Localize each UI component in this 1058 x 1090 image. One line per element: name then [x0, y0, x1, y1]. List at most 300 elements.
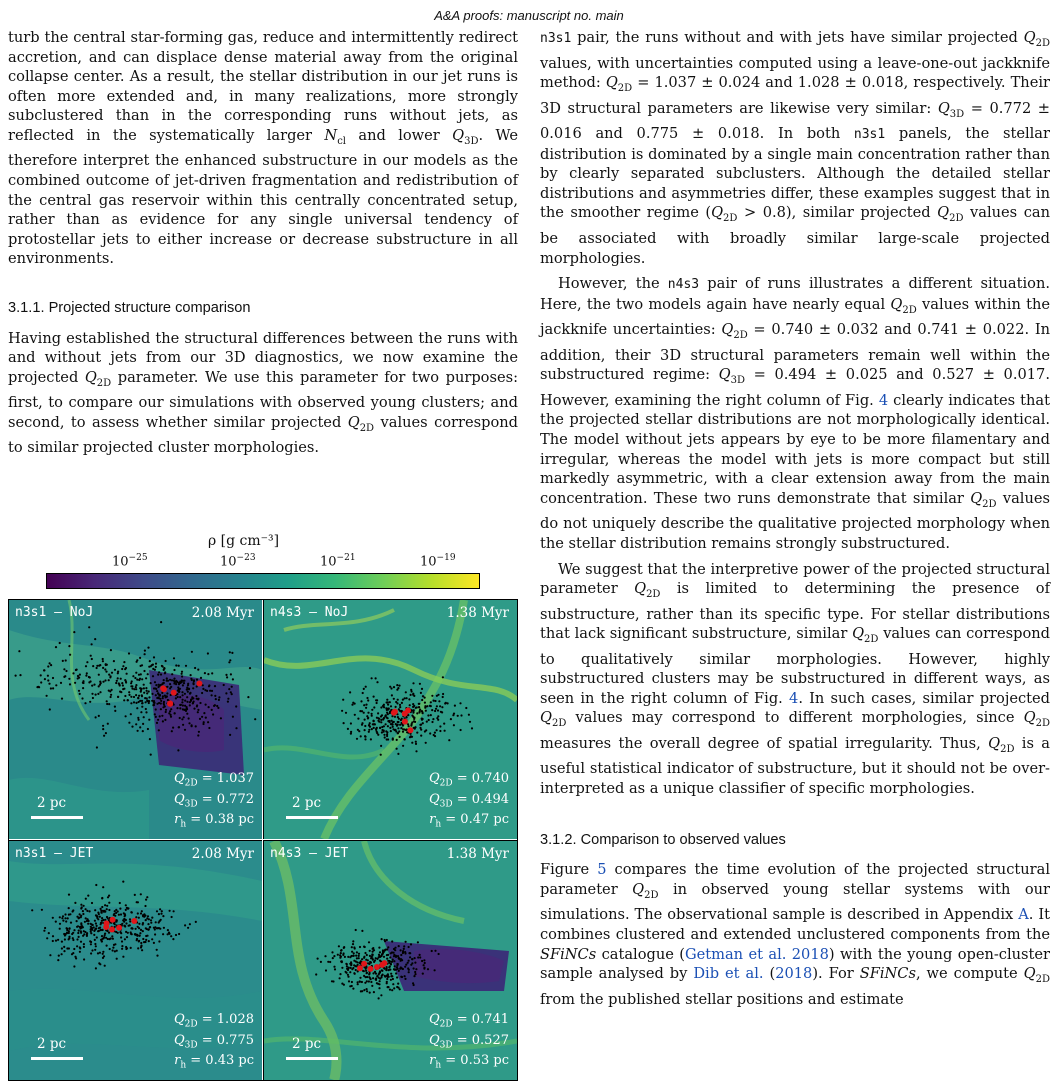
star-point [349, 971, 351, 973]
star-point [66, 927, 68, 929]
star-point [84, 702, 86, 704]
star-point [361, 724, 363, 726]
star-point [405, 964, 407, 966]
star-point [146, 690, 148, 692]
star-point [73, 965, 75, 967]
star-point [120, 691, 122, 693]
star-point [367, 699, 369, 701]
star-point [415, 750, 417, 752]
star-point [358, 730, 360, 732]
star-point [382, 705, 384, 707]
star-point [351, 981, 353, 983]
star-point [372, 948, 374, 950]
star-point [79, 693, 81, 695]
star-point [364, 719, 366, 721]
star-point [411, 690, 413, 692]
star-point [65, 659, 67, 661]
panel-n4s3-jet [263, 840, 517, 1080]
star-point [357, 983, 359, 985]
star-point [147, 647, 149, 649]
star-point [388, 962, 390, 964]
star-point [85, 665, 87, 667]
star-point [119, 902, 121, 904]
star-point [120, 932, 122, 934]
star-point [397, 699, 399, 701]
star-point [146, 896, 148, 898]
star-point [146, 935, 148, 937]
star-point [414, 726, 416, 728]
star-point [69, 927, 71, 929]
star-point [46, 937, 48, 939]
star-point [354, 714, 356, 716]
star-point [398, 685, 400, 687]
star-point [145, 677, 147, 679]
star-point [419, 956, 421, 958]
star-point [438, 953, 440, 955]
star-point [104, 910, 106, 912]
star-point [108, 932, 110, 934]
star-point [380, 706, 382, 708]
star-point [395, 956, 397, 958]
star-point [358, 953, 360, 955]
star-point [179, 682, 181, 684]
star-point [153, 702, 155, 704]
star-point [325, 969, 327, 971]
star-point [144, 941, 146, 943]
star-point [365, 970, 367, 972]
star-point [82, 910, 84, 912]
star-point [402, 724, 404, 726]
star-point [68, 936, 70, 938]
star-point [167, 929, 169, 931]
star-point [162, 695, 164, 697]
star-point [469, 721, 471, 723]
star-point [138, 917, 140, 919]
star-point [160, 673, 162, 675]
star-point [349, 985, 351, 987]
star-point [110, 694, 112, 696]
star-point [107, 723, 109, 725]
star-point [43, 930, 45, 932]
star-point [175, 934, 177, 936]
star-point [354, 703, 356, 705]
star-point [164, 672, 166, 674]
star-point [381, 729, 383, 731]
star-point [114, 669, 116, 671]
star-point [102, 953, 104, 955]
star-point [103, 735, 105, 737]
star-point [94, 943, 96, 945]
star-point [100, 911, 102, 913]
star-point [401, 959, 403, 961]
star-point [96, 917, 98, 919]
star-point [128, 925, 130, 927]
star-point [93, 684, 95, 686]
star-point [376, 699, 378, 701]
star-point [358, 955, 360, 957]
star-point [90, 923, 92, 925]
star-point [47, 679, 49, 681]
star-point [327, 961, 329, 963]
star-point [400, 954, 402, 956]
star-point [368, 973, 370, 975]
star-point [413, 975, 415, 977]
star-point [363, 704, 365, 706]
star-point [198, 731, 200, 733]
star-point [104, 934, 106, 936]
star-point [155, 684, 157, 686]
star-point [141, 706, 143, 708]
star-point [19, 674, 21, 676]
star-point [159, 715, 161, 717]
star-point [70, 922, 72, 924]
massive-star-point [116, 925, 122, 931]
star-point [450, 718, 452, 720]
star-point [356, 738, 358, 740]
star-point [191, 725, 193, 727]
star-point [423, 964, 425, 966]
star-point [388, 966, 390, 968]
star-point [333, 966, 335, 968]
star-point [167, 680, 169, 682]
massive-star-point [104, 920, 110, 926]
star-point [158, 940, 160, 942]
star-point [130, 696, 132, 698]
star-point [376, 727, 378, 729]
star-point [208, 685, 210, 687]
star-point [179, 707, 181, 709]
star-point [76, 920, 78, 922]
star-point [125, 948, 127, 950]
star-point [355, 955, 357, 957]
star-point [376, 732, 378, 734]
star-point [201, 716, 203, 718]
star-point [104, 668, 106, 670]
star-point [63, 933, 65, 935]
star-point [385, 730, 387, 732]
star-point [151, 700, 153, 702]
star-point [181, 718, 183, 720]
star-point [142, 723, 144, 725]
star-point [95, 967, 97, 969]
star-point [441, 706, 443, 708]
star-point [111, 689, 113, 691]
star-point [387, 946, 389, 948]
star-point [409, 704, 411, 706]
scale-bar [286, 816, 338, 819]
star-point [385, 969, 387, 971]
star-point [94, 909, 96, 911]
star-point [419, 710, 421, 712]
star-point [184, 700, 186, 702]
massive-star-point [131, 918, 137, 924]
star-point [386, 974, 388, 976]
star-point [128, 652, 130, 654]
star-point [437, 694, 439, 696]
star-point [381, 953, 383, 955]
star-point [383, 956, 385, 958]
star-point [414, 971, 416, 973]
star-point [69, 654, 71, 656]
star-point [229, 651, 231, 653]
star-point [59, 923, 61, 925]
star-point [340, 960, 342, 962]
star-point [352, 955, 354, 957]
star-point [80, 941, 82, 943]
star-point [193, 708, 195, 710]
star-point [355, 929, 357, 931]
star-point [155, 666, 157, 668]
star-point [176, 707, 178, 709]
star-point [247, 696, 249, 698]
star-point [367, 717, 369, 719]
star-point [371, 715, 373, 717]
star-point [143, 684, 145, 686]
star-point [89, 940, 91, 942]
star-point [140, 929, 142, 931]
star-point [86, 934, 88, 936]
star-point [74, 902, 76, 904]
star-point [175, 697, 177, 699]
star-point [416, 732, 418, 734]
star-point [95, 922, 97, 924]
star-point [415, 743, 417, 745]
star-point [370, 981, 372, 983]
getman-2018-link[interactable]: Getman et al. 2018 [684, 945, 829, 963]
figure-4 [8, 533, 518, 1081]
panel-time: 2.08 Myr [191, 605, 254, 621]
star-point [201, 692, 203, 694]
star-point [379, 980, 381, 982]
star-point [380, 721, 382, 723]
star-point [372, 977, 374, 979]
star-point [397, 955, 399, 957]
star-point [98, 674, 100, 676]
section-heading-3-1-1: 3.1.1. Projected structure comparison [8, 300, 251, 317]
star-point [444, 702, 446, 704]
star-point [397, 724, 399, 726]
star-point [84, 921, 86, 923]
star-point [143, 716, 145, 718]
star-point [340, 950, 342, 952]
star-point [98, 913, 100, 915]
star-point [442, 693, 444, 695]
star-point [114, 950, 116, 952]
star-point [68, 678, 70, 680]
star-point [93, 926, 95, 928]
star-point [152, 675, 154, 677]
star-point [130, 933, 132, 935]
star-point [390, 963, 392, 965]
star-point [422, 973, 424, 975]
star-point [381, 938, 383, 940]
star-point [141, 664, 143, 666]
star-point [339, 977, 341, 979]
star-point [197, 734, 199, 736]
star-point [419, 954, 421, 956]
star-point [379, 727, 381, 729]
star-point [114, 710, 116, 712]
star-point [342, 954, 344, 956]
star-point [15, 675, 17, 677]
star-point [397, 732, 399, 734]
star-point [436, 705, 438, 707]
star-point [151, 693, 153, 695]
star-point [396, 684, 398, 686]
scale-bar [31, 1057, 83, 1060]
star-point [410, 694, 412, 696]
star-point [177, 686, 179, 688]
star-point [365, 707, 367, 709]
star-point [400, 949, 402, 951]
star-point [392, 737, 394, 739]
star-point [347, 956, 349, 958]
star-point [366, 980, 368, 982]
star-point [381, 731, 383, 733]
fig-5-link[interactable]: 5 [597, 861, 607, 879]
star-point [147, 923, 149, 925]
star-point [96, 925, 98, 927]
star-point [156, 722, 158, 724]
star-point [188, 717, 190, 719]
star-point [413, 967, 415, 969]
star-point [412, 682, 414, 684]
star-point [391, 975, 393, 977]
star-point [64, 917, 66, 919]
star-point [98, 962, 100, 964]
appendix-a-link[interactable]: A [1018, 906, 1029, 924]
star-point [343, 946, 345, 948]
star-point [424, 702, 426, 704]
star-point [172, 938, 174, 940]
star-point [181, 701, 183, 703]
star-point [355, 969, 357, 971]
star-point [90, 655, 92, 657]
star-point [83, 933, 85, 935]
star-point [372, 723, 374, 725]
star-point [135, 928, 137, 930]
star-point [140, 945, 142, 947]
star-point [150, 682, 152, 684]
star-point [350, 722, 352, 724]
star-point [184, 693, 186, 695]
star-point [159, 694, 161, 696]
star-point [398, 970, 400, 972]
star-point [390, 705, 392, 707]
star-point [182, 704, 184, 706]
star-point [156, 910, 158, 912]
star-point [430, 714, 432, 716]
star-point [153, 942, 155, 944]
star-point [132, 675, 134, 677]
star-point [91, 643, 93, 645]
star-point [131, 726, 133, 728]
star-point [110, 937, 112, 939]
star-point [387, 960, 389, 962]
star-point [204, 672, 206, 674]
star-point [57, 939, 59, 941]
dib-2018-year-link[interactable]: 2018 [775, 965, 813, 983]
right-column [540, 28, 1050, 1009]
fig-4-link[interactable]: 4 [789, 689, 799, 707]
dib-2018-link[interactable]: Dib et al. [693, 965, 764, 983]
star-point [423, 967, 425, 969]
star-point [372, 972, 374, 974]
star-point [147, 673, 149, 675]
massive-star-point [407, 727, 413, 733]
star-point [189, 923, 191, 925]
star-point [116, 680, 118, 682]
star-point [460, 729, 462, 731]
star-point [411, 958, 413, 960]
star-point [106, 945, 108, 947]
star-point [111, 672, 113, 674]
star-point [104, 679, 106, 681]
star-point [76, 945, 78, 947]
star-point [389, 701, 391, 703]
star-point [129, 918, 131, 920]
star-point [380, 745, 382, 747]
star-point [409, 736, 411, 738]
fig-4-link[interactable]: 4 [878, 391, 889, 409]
star-point [408, 725, 410, 727]
star-point [138, 923, 140, 925]
star-point [184, 708, 186, 710]
star-point [372, 951, 374, 953]
section-heading-3-1-2: 3.1.2. Comparison to observed values [540, 831, 786, 848]
star-point [141, 678, 143, 680]
star-point [351, 951, 353, 953]
star-point [460, 714, 462, 716]
panel-label: n4s3 – JET [270, 846, 349, 861]
star-point [133, 688, 135, 690]
scale-label: 2 pc [292, 1036, 322, 1052]
star-point [130, 911, 132, 913]
star-point [85, 908, 87, 910]
star-point [119, 684, 121, 686]
star-point [211, 709, 213, 711]
star-point [391, 720, 393, 722]
star-point [137, 717, 139, 719]
star-point [100, 939, 102, 941]
star-point [205, 704, 207, 706]
star-point [159, 908, 161, 910]
star-point [433, 700, 435, 702]
star-point [166, 696, 168, 698]
star-point [190, 674, 192, 676]
star-point [426, 705, 428, 707]
star-point [95, 945, 97, 947]
star-point [183, 682, 185, 684]
star-point [164, 705, 166, 707]
star-point [214, 695, 216, 697]
star-point [173, 682, 175, 684]
star-point [369, 950, 371, 952]
star-point [366, 697, 368, 699]
star-point [121, 945, 123, 947]
star-point [166, 692, 168, 694]
star-point [137, 912, 139, 914]
star-point [126, 673, 128, 675]
star-point [427, 714, 429, 716]
star-point [407, 967, 409, 969]
star-point [116, 958, 118, 960]
star-point [139, 678, 141, 680]
star-point [209, 690, 211, 692]
star-point [426, 721, 428, 723]
star-point [126, 907, 128, 909]
star-point [121, 668, 123, 670]
